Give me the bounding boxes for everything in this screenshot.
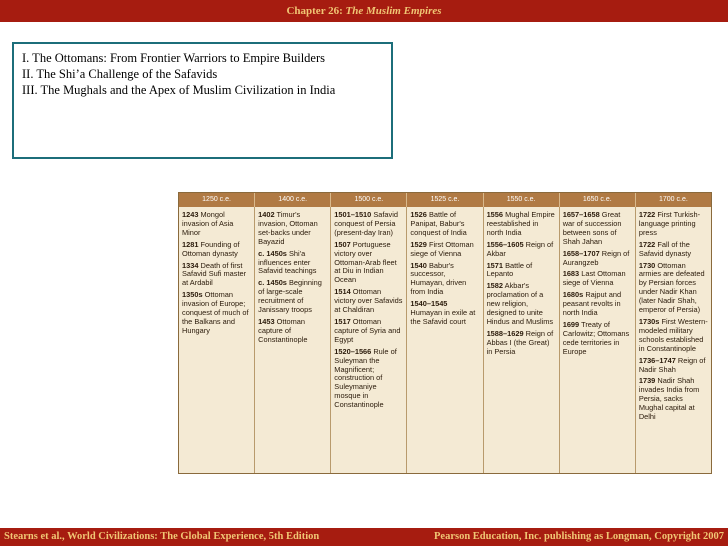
event-text: Rajput and peasant revolts in north India (562, 290, 622, 318)
timeline-event (410, 211, 479, 238)
timeline-event (639, 377, 708, 422)
timeline-event (410, 300, 479, 327)
timeline-event (182, 241, 251, 259)
event-year: 1571 (486, 260, 504, 270)
event-text: Shi'a influences enter Safavid teachings (258, 248, 317, 276)
chapter-number: Chapter 26: (286, 5, 343, 17)
timeline-event (334, 241, 403, 286)
event-text: Last Ottoman siege of Vienna (562, 269, 626, 288)
event-year: 1540 (410, 260, 427, 270)
footer-bar (0, 528, 728, 546)
timeline-event (487, 330, 556, 357)
event-text: Timur's invasion, Ottoman set-backs under Bayazid (258, 210, 318, 246)
timeline-event (563, 211, 632, 247)
timeline-period-header: 1650 c.e. (560, 193, 636, 207)
outline-item: III. The Mughals and the Apex of Muslim Civilization in India (22, 83, 336, 97)
event-text: First Ottoman siege of Vienna (410, 239, 474, 258)
event-year: 1517 (334, 316, 351, 326)
event-text: Reign of Nadir Shah (638, 355, 706, 374)
timeline-event (258, 211, 327, 247)
timeline-event (334, 348, 403, 410)
timeline-event (639, 262, 708, 315)
event-year: 1730 (638, 260, 656, 270)
timeline-column (560, 207, 636, 473)
timeline-event (639, 318, 708, 354)
event-year: 1588–1629 (486, 328, 524, 338)
event-year: 1529 (410, 239, 427, 249)
event-text: Great war of succession between sons of Shah Jahan (562, 210, 622, 246)
timeline-period-header: 1500 c.e. (331, 193, 407, 207)
event-year: 1540–1545 (410, 299, 448, 309)
timeline-event (410, 262, 479, 298)
timeline-column (407, 207, 483, 473)
event-year: 1739 (638, 376, 656, 386)
timeline-event (334, 211, 403, 238)
event-text: Battle of Panipat, Babur's conquest of India (410, 210, 467, 237)
event-year: 1453 (258, 316, 275, 326)
event-text: Death of first Safavid Sufi master at Ardabil (182, 260, 247, 288)
timeline-event (487, 282, 556, 327)
event-year: 1699 (562, 319, 580, 329)
event-year: 1402 (258, 210, 275, 219)
timeline-chart (178, 192, 712, 474)
timeline-period-header: 1525 c.e. (407, 193, 483, 207)
timeline-header-row (179, 193, 711, 207)
timeline-column (331, 207, 407, 473)
event-text: Reign of Akbar (486, 239, 554, 258)
event-text: Ottoman capture of Syria and Egypt (334, 316, 401, 344)
event-year: 1657–1658 (562, 210, 600, 219)
event-year: 1736–1747 (638, 355, 676, 365)
event-year: 1526 (410, 210, 427, 219)
event-text: Portuguese victory over Ottoman-Arab fleet at Diu in Indian Ocean (334, 239, 397, 285)
timeline-event (258, 279, 327, 315)
timeline-column (484, 207, 560, 473)
timeline-event (182, 262, 251, 289)
event-year: 1658–1707 (562, 248, 600, 258)
event-text: Safavid conquest of Persia (present-day Iran) (334, 210, 398, 237)
timeline-event (563, 270, 632, 288)
event-text: Akbar's proclamation of a new religion, designed to unite Hindus and Muslims (486, 281, 554, 326)
timeline-period-header: 1250 c.e. (179, 193, 255, 207)
outline-item: I. The Ottomans: From Frontier Warriors to Empire Builders (22, 51, 326, 65)
timeline-event (258, 250, 327, 277)
timeline-column (636, 207, 711, 473)
event-text: Babur's successor, Humayan, driven from India (410, 260, 467, 297)
event-year: c. 1450s (258, 278, 287, 288)
event-year: 1722 (638, 210, 656, 219)
event-text: Battle of Lepanto (486, 260, 533, 279)
timeline-event (182, 211, 251, 238)
event-year: 1683 (562, 269, 580, 279)
event-text: First Turkish-language printing press (638, 210, 701, 237)
event-text: Mongol invasion of Asia Minor (182, 210, 234, 237)
event-text: Reign of Abbas I (the Great) in Persia (486, 328, 554, 356)
timeline-event (563, 321, 632, 357)
timeline-event (563, 291, 632, 318)
event-text: Reign of Aurangzeb (562, 248, 630, 267)
event-year: 1281 (182, 239, 199, 249)
footer-citation: Stearns et al., World Civilizations: The Global Experience, 5th Edition (4, 531, 320, 542)
timeline-event (487, 241, 556, 259)
event-year: 1520–1566 (334, 346, 372, 356)
timeline-event (639, 211, 708, 238)
timeline-event (334, 318, 403, 345)
timeline-event (563, 250, 632, 268)
timeline-event (258, 318, 327, 345)
event-year: 1722 (638, 239, 656, 249)
timeline-period-header: 1700 c.e. (659, 196, 688, 203)
event-text: Humayan in exile at the Safavid court (410, 308, 476, 326)
event-text: Mughal Empire reestablished in north India (486, 210, 555, 237)
timeline-event (334, 288, 403, 315)
event-year: 1243 (182, 210, 199, 219)
event-year: 1556 (486, 210, 504, 219)
timeline-event (639, 357, 708, 375)
timeline-event (639, 241, 708, 259)
outline-box (12, 42, 393, 159)
event-text: Rule of Suleyman the Magnificent; construction of Suleymaniye mosque in Constantinople (334, 346, 397, 410)
event-text: Beginning of large-scale recruitment of Janissary troops (258, 278, 322, 315)
event-text: Ottoman victory over Safavids at Chaldiran (334, 287, 403, 315)
timeline-event (410, 241, 479, 259)
timeline-event (487, 262, 556, 280)
event-text: Ottoman capture of Constantinople (258, 316, 308, 344)
event-year: 1501–1510 (334, 210, 372, 219)
event-text: Ottoman invasion of Europe; conquest of much of the Balkans and Hungary (182, 290, 249, 335)
timeline-event (487, 211, 556, 238)
event-text: Ottoman armies are defeated by Persian forces under Nadir Khan (later Nadir Shah, emperor of Persia) (638, 260, 705, 315)
event-text: First Western-modeled military schools established in Constantinople (638, 316, 708, 353)
event-year: 1730s (638, 316, 660, 326)
event-year: 1582 (486, 281, 504, 291)
chapter-header (0, 0, 728, 22)
timeline-period-header: 1400 c.e. (255, 193, 331, 207)
event-year: 1507 (334, 239, 351, 249)
footer-copyright: Pearson Education, Inc. publishing as Longman, Copyright 2007 (434, 531, 724, 542)
timeline-event (182, 291, 251, 336)
timeline-period-header: 1550 c.e. (484, 193, 560, 207)
event-year: 1334 (182, 260, 199, 270)
event-year: 1350s (182, 290, 203, 300)
event-text: Nadir Shah invades India from Persia, sacks Mughal capital at Delhi (638, 376, 700, 422)
timeline-body (179, 207, 711, 473)
chapter-title: The Muslim Empires (345, 5, 442, 17)
timeline-column (255, 207, 331, 473)
event-year: 1680s (562, 290, 584, 300)
outline-item: II. The Shi’a Challenge of the Safavids (22, 67, 218, 81)
event-year: 1514 (334, 287, 351, 297)
event-year: c. 1450s (258, 248, 287, 258)
event-year: 1556–1605 (486, 239, 524, 249)
event-text: Treaty of Carlowitz; Ottomans cede territories in Europe (562, 319, 630, 356)
event-text: Fall of the Safavid dynasty (638, 239, 692, 258)
event-text: Founding of Ottoman dynasty (182, 239, 240, 258)
timeline-column (179, 207, 255, 473)
